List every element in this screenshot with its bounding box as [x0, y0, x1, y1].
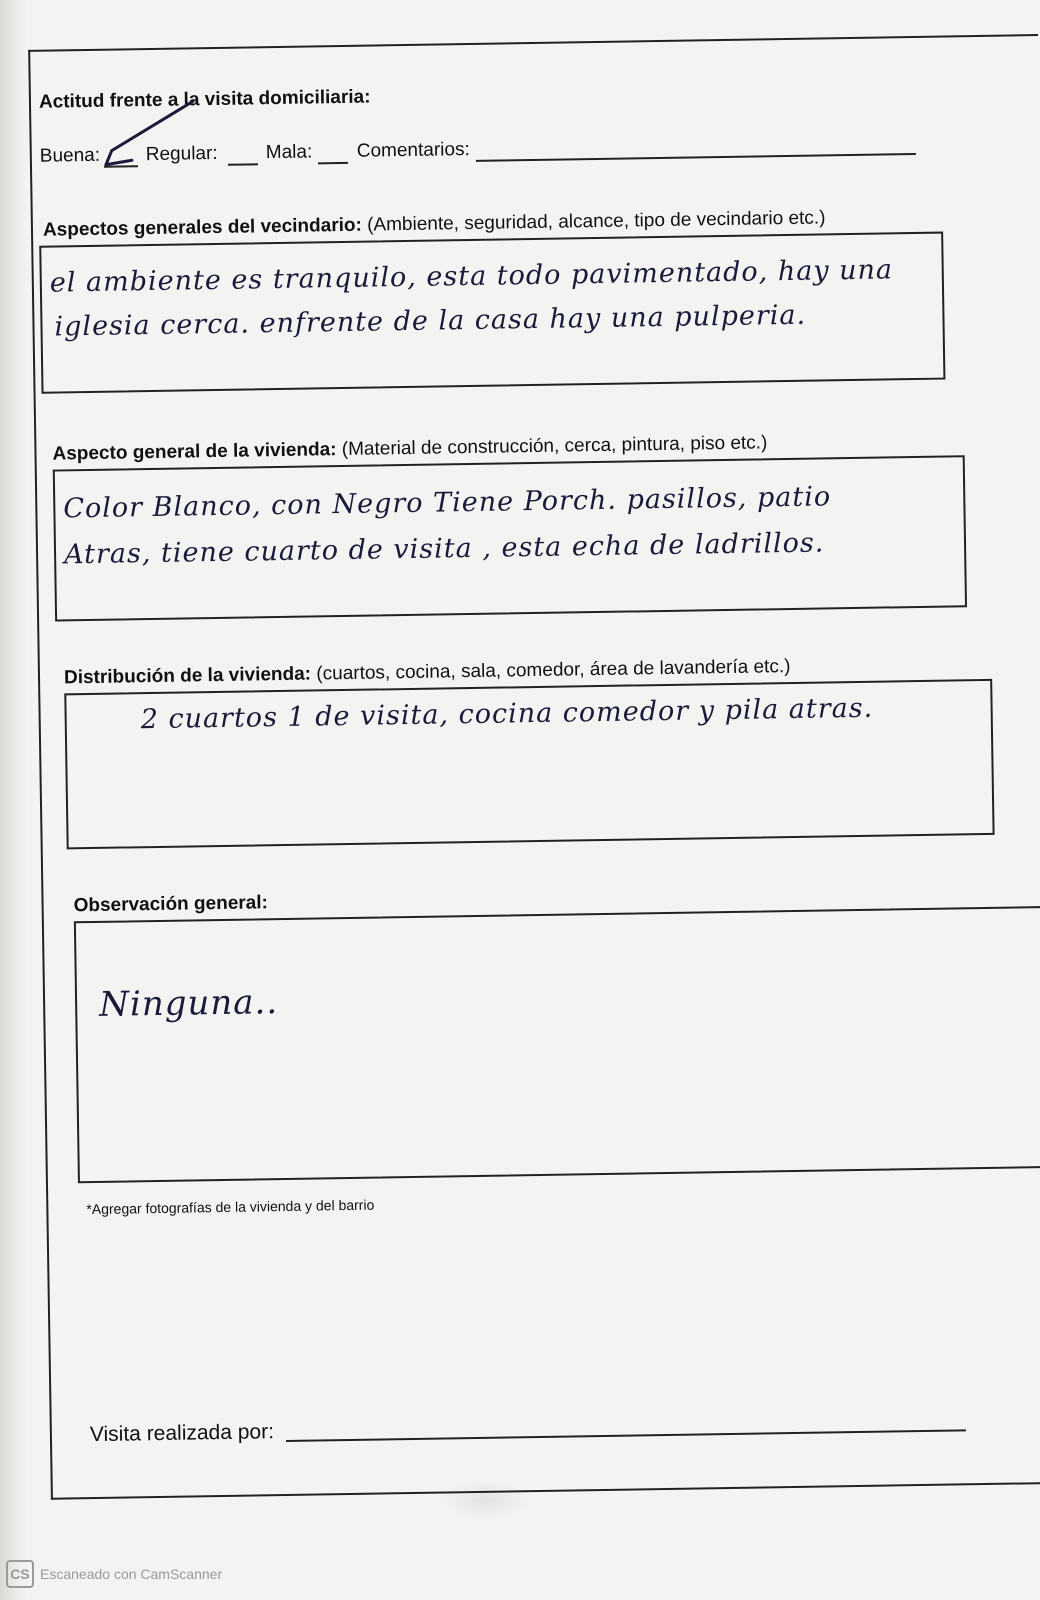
house-heading: Aspecto general de la vivienda: (Material de construcción, cerca, pintura, piso etc.)	[52, 432, 768, 465]
regular-label: Regular:	[145, 142, 218, 166]
neighborhood-handwriting-line2: iglesia cerca. enfrente de la casa hay una pulperia.	[54, 299, 807, 343]
house-box[interactable]	[53, 455, 967, 621]
house-handwriting-line2: Atras, tiene cuarto de visita , esta echa de ladrillos.	[63, 527, 825, 571]
neighborhood-heading: Aspectos generales del vecindario: (Ambiente, seguridad, alcance, tipo de vecindario etc.)	[42, 207, 826, 241]
house-handwriting-line1: Color Blanco, con Negro Tiene Porch. pasillos, patio	[63, 481, 832, 525]
mala-label: Mala:	[265, 141, 313, 164]
scanner-watermark	[6, 1560, 222, 1588]
neighborhood-box[interactable]	[39, 232, 945, 394]
distribution-box[interactable]	[64, 679, 994, 850]
photo-note: *Agregar fotografías de la vivienda y del barrio	[86, 1196, 375, 1218]
page-edge-shadow	[0, 0, 28, 1600]
camscanner-logo: CS	[6, 1560, 34, 1588]
observation-heading: Observación general:	[73, 892, 269, 917]
scanner-text: Escaneado con CamScanner	[40, 1566, 223, 1582]
visit-by-label: Visita realizada por:	[89, 1420, 275, 1447]
comentarios-label: Comentarios:	[356, 138, 470, 162]
distribution-handwriting: 2 cuartos 1 de visita, cocina comedor y pila atras.	[140, 692, 874, 736]
form-sheet	[22, 24, 1040, 1520]
observation-handwriting: Ninguna..	[98, 982, 279, 1025]
buena-label: Buena:	[39, 144, 101, 167]
neighborhood-handwriting-line1: el ambiente es tranquilo, esta todo pavimentado, hay una	[49, 254, 894, 299]
observation-box[interactable]	[74, 906, 1040, 1183]
attitude-heading: Actitud frente a la visita domiciliaria:	[38, 86, 371, 113]
distribution-heading: Distribución de la vivienda: (cuartos, cocina, sala, comedor, área de lavandería etc.)	[63, 656, 791, 689]
